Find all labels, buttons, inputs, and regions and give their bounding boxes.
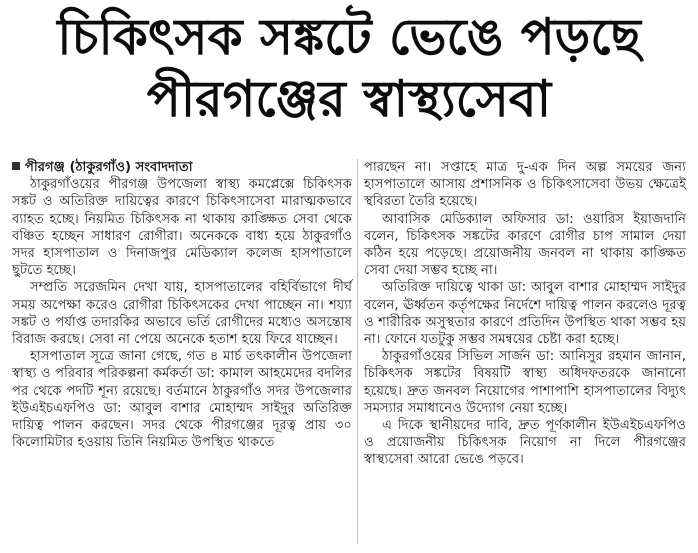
paragraph: অতিরিক্ত দায়িত্বে থাকা ডা: আবুল বাশার মোহাম্মদ সাইদুর বলেন, ঊর্ধ্বতন কর্তৃপক্ষের নির্দেশে দায়িত্ব পালন করলেও দূরত্ব ও শারীরিক অসুস্থতার কারণে প্রতিদিন উপস্থিত থাকা সম্ভব হয় না। ফোনে যতটুকু সম্ভব সমন্বয়ের চেষ্টা করা হচ্ছে।	[364, 280, 686, 348]
paragraph: আবাসিক মেডিক্যাল অফিসার ডা: ওয়ারিস ইয়াজদানি বলেন, চিকিৎসক সঙ্কটের কারণে রোগীর চাপ সামাল দেয়া কঠিন হয়ে পড়েছে। প্রয়োজনীয় জনবল না থাকায় কাঙ্ক্ষিত সেবা দেয়া সম্ভব হচ্ছে না।	[364, 211, 686, 279]
paragraph: এ দিকে স্থানীয়দের দাবি, দ্রুত পূর্ণকালীন ইউএইচএফপিও ও প্রয়োজনীয় চিকিৎসক নিয়োগ না দিলে পীরগঞ্জের স্বাস্থ্যসেবা আরো ভেঙে পড়বে।	[364, 418, 686, 468]
left-column	[12, 159, 352, 451]
headline-line-2: পীরগঞ্জের স্বাস্থ্যসেবা	[146, 70, 552, 128]
byline	[12, 159, 352, 176]
paragraph: ঠাকুরগাঁওয়ের পীরগঞ্জ উপজেলা স্বাস্থ্য কমপ্লেক্সে চিকিৎসক সঙ্কট ও অতিরিক্ত দায়িত্বের কারণে চিকিৎসাসেবা মারাত্মকভাবে ব্যাহত হচ্ছে। নিয়মিত চিকিৎসক না থাকায় কাঙ্ক্ষিত সেবা থেকে বঞ্চিত হচ্ছেন সাধারণ রোগীরা। অনেককে বাধ্য হয়ে ঠাকুরগাঁও সদর হাসপাতাল ও দিনাজপুর মেডিক্যাল কলেজ হাসপাতালে ছুটতে হচ্ছে।	[12, 177, 352, 279]
byline-text: পীরগঞ্জ (ঠাকুরগাঁও) সংবাদদাতা	[25, 160, 193, 175]
right-column	[364, 159, 686, 469]
paragraph: সম্প্রতি সরেজমিন দেখা যায়, হাসপাতালের বহির্বিভাগে দীর্ঘ সময় অপেক্ষা করেও রোগীরা চিকিৎসকের দেখা পাচ্ছেন না। শয্যা সঙ্কট ও পর্যাপ্ত তদারকির অভাবে ভর্তি রোগীদের মধ্যেও অসন্তোষ বিরাজ করছে। সেবা না পেয়ে অনেকে হতাশ হয়ে ফিরে যাচ্ছেন।	[12, 280, 352, 348]
headline-line-1: চিকিৎসক সঙ্কটে ভেঙে পড়ছে	[57, 8, 641, 66]
bullet-square-icon	[12, 162, 20, 170]
paragraph: হাসপাতাল সূত্রে জানা গেছে, গত ৪ মার্চ তৎকালীন উপজেলা স্বাস্থ্য ও পরিবার পরিকল্পনা কর্মকর্তা ডা: কামাল আহমেদের বদলির পর থেকে পদটি শূন্য রয়েছে। বর্তমানে ঠাকুরগাঁও সদর উপজেলার ইউএইচএফপিও ডা: আবুল বাশার মোহাম্মদ সাইদুর অতিরিক্ত দায়িত্ব পালন করছেন। সদর থেকে পীরগঞ্জের দূরত্ব প্রায় ৩০ কিলোমিটার হওয়ায় তিনি নিয়মিত উপস্থিত থাকতে	[12, 349, 352, 451]
paragraph: পারছেন না। সপ্তাহে মাত্র দু-এক দিন অল্প সময়ের জন্য হাসপাতালে আসায় প্রশাসনিক ও চিকিৎসাসেবা উভয় ক্ষেত্রেই স্থবিরতা তৈরি হয়েছে।	[364, 160, 686, 210]
headline	[10, 6, 688, 130]
paragraph: ঠাকুরগাঁওয়ের সিভিল সার্জন ডা: আনিসুর রহমান জানান, চিকিৎসক সঙ্কটের বিষয়টি স্বাস্থ্য অধিদফতরকে জানানো হয়েছে। দ্রুত জনবল নিয়োগের পাশাপাশি হাসপাতালের বিদ্যুৎ সমস্যার সমাধানেও উদ্যোগ নেয়া হচ্ছে।	[364, 349, 686, 416]
